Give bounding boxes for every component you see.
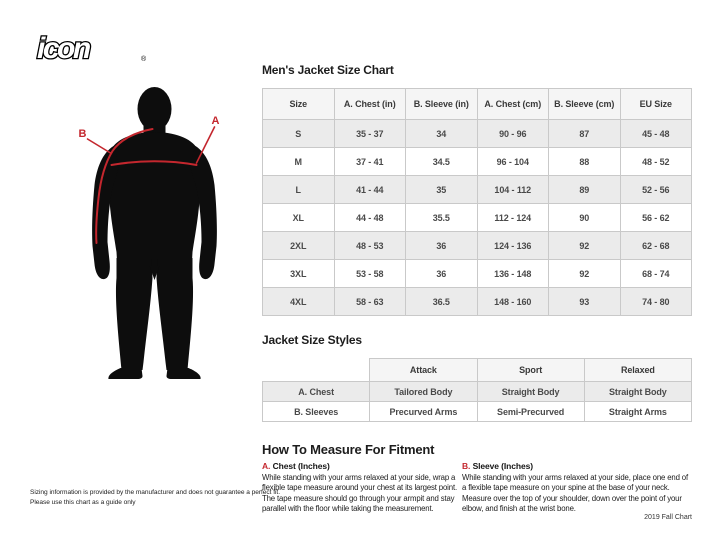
disclaimer bbox=[30, 488, 280, 508]
size-table-row bbox=[263, 176, 692, 204]
value-cell: 34 bbox=[406, 120, 478, 148]
value-cell: 52 - 56 bbox=[620, 176, 692, 204]
size-table-row bbox=[263, 232, 692, 260]
value-cell: 48 - 53 bbox=[334, 232, 406, 260]
col-header-relaxed: Relaxed bbox=[584, 359, 691, 382]
sleeve-instruction-heading bbox=[462, 461, 693, 471]
size-chart-title: Men's Jacket Size Chart bbox=[262, 63, 394, 77]
chart-version: 2019 Fall Chart bbox=[644, 514, 692, 521]
value-cell: 88 bbox=[549, 148, 621, 176]
row-label-cell: S bbox=[263, 120, 335, 148]
sleeve-instruction-body: While standing with your arms relaxed at your side, place one end of a flexible tape measure on your spine at the base of your neck. Measure over the top of your shoulder, down over the point of your elbow, and finish at the wrist bone. bbox=[462, 473, 688, 513]
value-cell: 136 - 148 bbox=[477, 260, 549, 288]
value-cell: Semi-Precurved bbox=[477, 402, 584, 422]
col-header-empty bbox=[263, 359, 370, 382]
value-cell: Straight Body bbox=[477, 382, 584, 402]
value-cell: 87 bbox=[549, 120, 621, 148]
size-table-row bbox=[263, 204, 692, 232]
value-cell: 56 - 62 bbox=[620, 204, 692, 232]
value-cell: Precurved Arms bbox=[370, 402, 477, 422]
value-cell: 34.5 bbox=[406, 148, 478, 176]
size-table-row bbox=[263, 260, 692, 288]
size-table-row bbox=[263, 288, 692, 316]
disclaimer-line-1: Sizing information is provided by the manufacturer and does not guarantee a perfect fit. bbox=[30, 489, 280, 496]
style-table-body bbox=[263, 382, 692, 422]
value-cell: 48 - 52 bbox=[620, 148, 692, 176]
value-cell: 90 - 96 bbox=[477, 120, 549, 148]
sleeve-label-b: B bbox=[78, 128, 87, 140]
value-cell: 90 bbox=[549, 204, 621, 232]
value-cell: 104 - 112 bbox=[477, 176, 549, 204]
size-table-row bbox=[263, 148, 692, 176]
sleeve-heading-text: Sleeve (Inches) bbox=[472, 461, 533, 471]
chest-measure-instructions bbox=[262, 461, 459, 514]
value-cell: 96 - 104 bbox=[477, 148, 549, 176]
value-cell: Straight Body bbox=[584, 382, 691, 402]
style-table-row bbox=[263, 382, 692, 402]
value-cell: 35 bbox=[406, 176, 478, 204]
col-header-attack: Attack bbox=[370, 359, 477, 382]
col-header-chest-cm: A. Chest (cm) bbox=[477, 89, 549, 120]
male-silhouette-graphic bbox=[48, 80, 253, 380]
value-cell: 37 - 41 bbox=[334, 148, 406, 176]
value-cell: 124 - 136 bbox=[477, 232, 549, 260]
value-cell: 44 - 48 bbox=[334, 204, 406, 232]
chest-heading-label: A. bbox=[262, 461, 271, 471]
row-label-cell: M bbox=[263, 148, 335, 176]
value-cell: 92 bbox=[549, 232, 621, 260]
style-chart-title: Jacket Size Styles bbox=[262, 333, 362, 347]
value-cell: Straight Arms bbox=[584, 402, 691, 422]
male-silhouette bbox=[92, 87, 217, 379]
value-cell: 41 - 44 bbox=[334, 176, 406, 204]
size-table-body bbox=[263, 120, 692, 316]
value-cell: 53 - 58 bbox=[334, 260, 406, 288]
row-label-cell: L bbox=[263, 176, 335, 204]
value-cell: 92 bbox=[549, 260, 621, 288]
chest-instruction-body: While standing with your arms relaxed at your side, wrap a flexible tape measure around your chest at its largest point. The tape measure should go through your armpit and stay parallel with the floor while taking the measurement. bbox=[262, 473, 457, 513]
row-label-cell: A. Chest bbox=[263, 382, 370, 402]
value-cell: 36.5 bbox=[406, 288, 478, 316]
style-table-header-row bbox=[263, 359, 692, 382]
style-table-row bbox=[263, 402, 692, 422]
value-cell: 62 - 68 bbox=[620, 232, 692, 260]
value-cell: 36 bbox=[406, 232, 478, 260]
value-cell: 89 bbox=[549, 176, 621, 204]
value-cell: 35 - 37 bbox=[334, 120, 406, 148]
col-header-size: Size bbox=[263, 89, 335, 120]
disclaimer-line-2: Please use this chart as a guide only bbox=[30, 498, 136, 506]
size-table-row bbox=[263, 120, 692, 148]
value-cell: 74 - 80 bbox=[620, 288, 692, 316]
col-header-sport: Sport bbox=[477, 359, 584, 382]
col-header-sleeve-in: B. Sleeve (in) bbox=[406, 89, 478, 120]
value-cell: 45 - 48 bbox=[620, 120, 692, 148]
label-b-pointer-line bbox=[88, 139, 111, 153]
value-cell: 35.5 bbox=[406, 204, 478, 232]
col-header-chest-in: A. Chest (in) bbox=[334, 89, 406, 120]
value-cell: 36 bbox=[406, 260, 478, 288]
fitment-title: How To Measure For Fitment bbox=[262, 442, 435, 457]
chest-instruction-heading bbox=[262, 461, 459, 471]
body-measurement-figure bbox=[48, 80, 253, 380]
jacket-size-styles-table bbox=[262, 358, 692, 422]
row-label-cell: 4XL bbox=[263, 288, 335, 316]
value-cell: 58 - 63 bbox=[334, 288, 406, 316]
col-header-eu-size: EU Size bbox=[620, 89, 692, 120]
chest-heading-text: Chest (Inches) bbox=[272, 461, 330, 471]
value-cell: 68 - 74 bbox=[620, 260, 692, 288]
sleeve-measure-instructions bbox=[462, 461, 693, 514]
row-label-cell: B. Sleeves bbox=[263, 402, 370, 422]
chest-label-a: A bbox=[211, 115, 220, 127]
icon-brand-logo bbox=[35, 30, 155, 66]
sleeve-heading-label: B. bbox=[462, 461, 471, 471]
size-table-header-row bbox=[263, 89, 692, 120]
value-cell: 93 bbox=[549, 288, 621, 316]
row-label-cell: XL bbox=[263, 204, 335, 232]
value-cell: 112 - 124 bbox=[477, 204, 549, 232]
col-header-sleeve-cm: B. Sleeve (cm) bbox=[549, 89, 621, 120]
value-cell: Tailored Body bbox=[370, 382, 477, 402]
value-cell: 148 - 160 bbox=[477, 288, 549, 316]
logo-text: icon bbox=[37, 32, 89, 65]
icon-logo-graphic bbox=[35, 30, 155, 66]
registered-trademark-symbol: ® bbox=[141, 56, 147, 63]
row-label-cell: 3XL bbox=[263, 260, 335, 288]
row-label-cell: 2XL bbox=[263, 232, 335, 260]
mens-jacket-size-table bbox=[262, 88, 692, 316]
